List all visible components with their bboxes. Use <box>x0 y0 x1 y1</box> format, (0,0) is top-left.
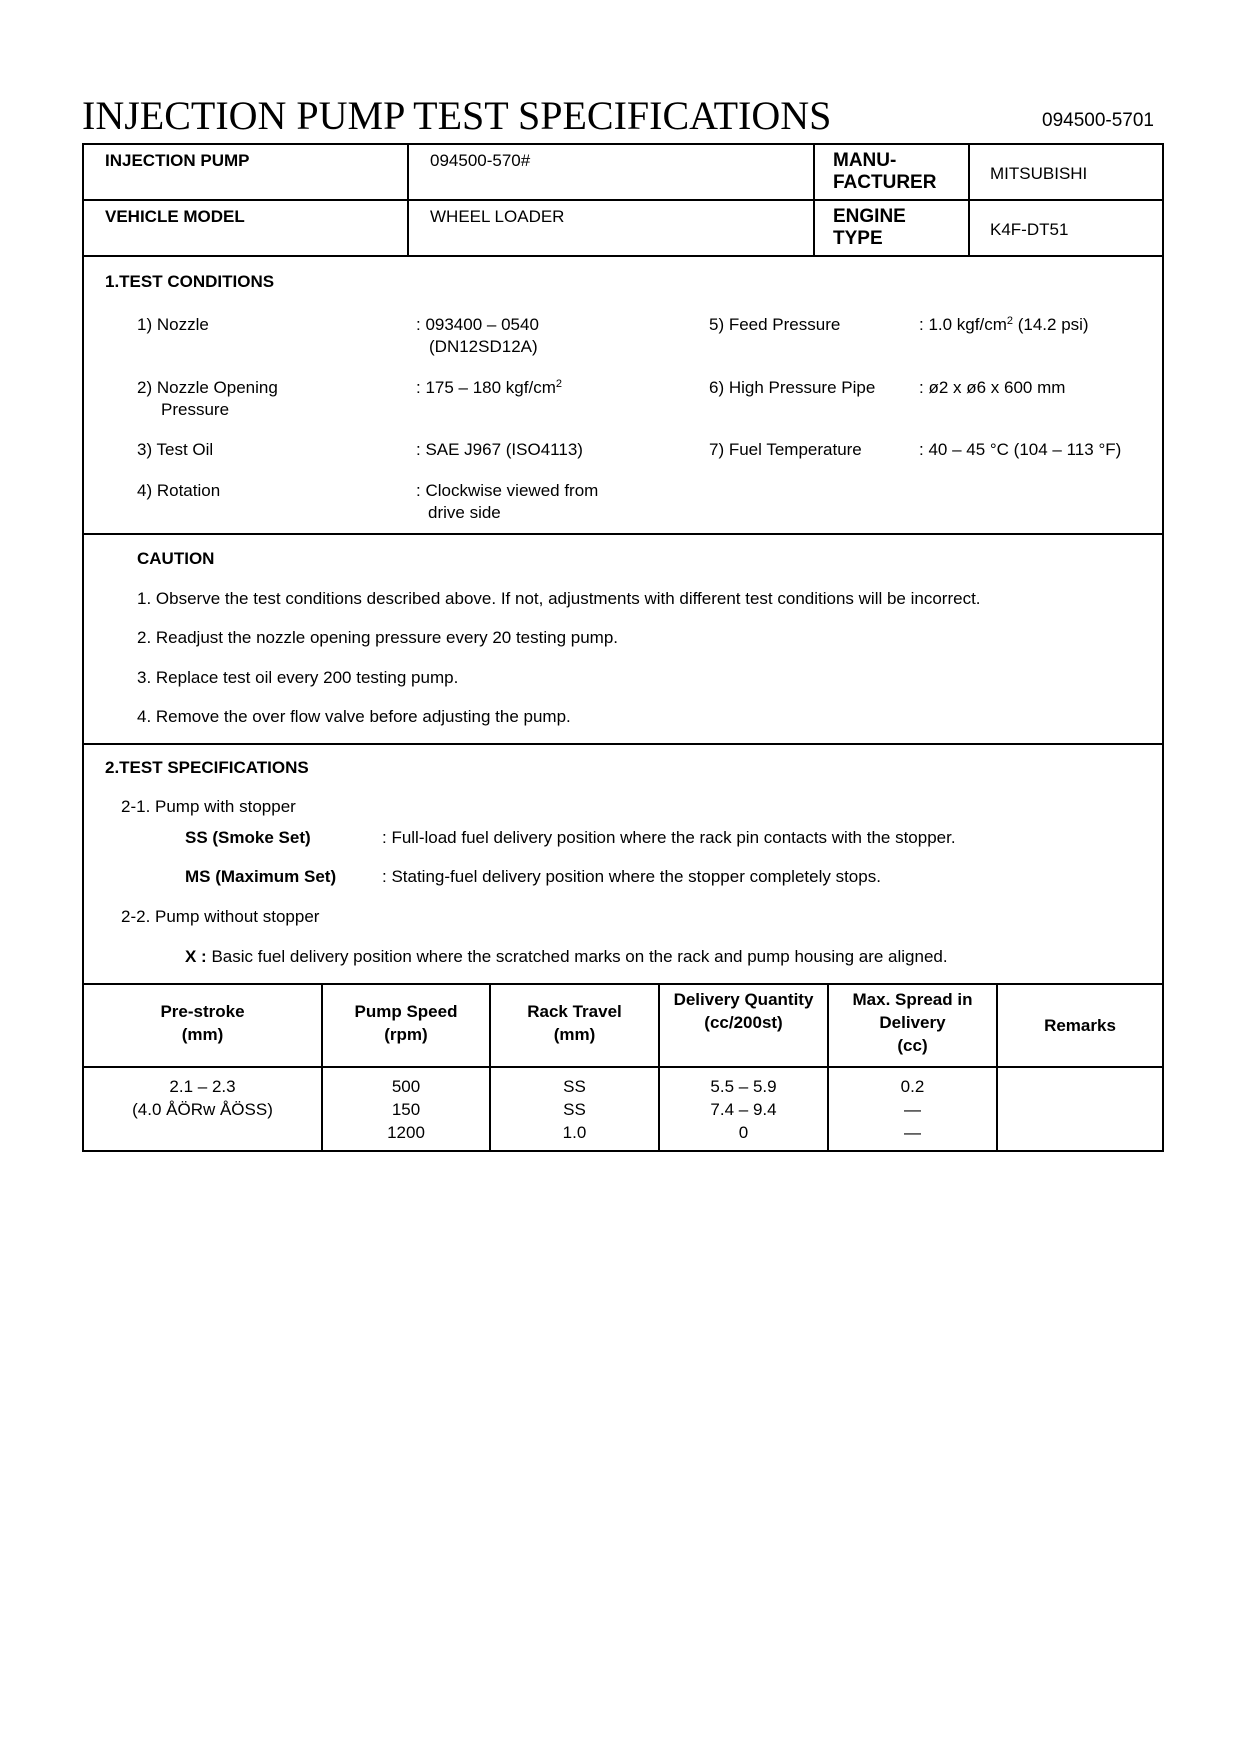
nozzle-label: 1) Nozzle <box>137 315 209 334</box>
smoke-set-description: : Full-load fuel delivery position where the rack pin contacts with the stopper. <box>382 828 956 847</box>
engine-type-label: ENGINE TYPE <box>833 206 906 249</box>
divider <box>407 143 409 256</box>
caution-item: 2. Readjust the nozzle opening pressure every 20 testing pump. <box>137 628 619 647</box>
x-position-description: X : Basic fuel delivery position where the scratched marks on the rack and pump housing are aligned. <box>185 947 948 966</box>
smoke-set-term: SS (Smoke Set) <box>185 828 311 847</box>
test-conditions-heading: 1.TEST CONDITIONS <box>105 272 275 291</box>
test-specifications-heading: 2.TEST SPECIFICATIONS <box>105 758 309 777</box>
max-spread-cell: 0.2 — — <box>900 1077 925 1142</box>
manufacturer-value: MITSUBISHI <box>990 164 1088 183</box>
fuel-temperature-value: : 40 – 45 °C (104 – 113 °F) <box>919 440 1122 459</box>
maximum-set-description: : Stating-fuel delivery position where the stopper completely stops. <box>382 867 881 886</box>
manufacturer-label: MANU- FACTURER <box>833 150 937 193</box>
document-number: 094500-5701 <box>1042 110 1154 131</box>
pre-stroke-cell: 2.1 – 2.3 (4.0 ÅÖRw ÅÖSS) <box>132 1077 273 1119</box>
rotation-label: 4) Rotation <box>137 481 221 500</box>
column-header-max-spread: Max. Spread in Delivery (cc) <box>852 990 973 1055</box>
caution-item: 4. Remove the over flow valve before adjusting the pump. <box>137 707 571 726</box>
feed-pressure-value: : 1.0 kgf/$cm^2$ (14.2 psi) <box>919 315 1089 334</box>
column-header-delivery-quantity: Delivery Quantity (cc/200st) <box>673 990 814 1032</box>
caution-item: 1. Observe the test conditions described above. If not, adjustments with different test conditions will be incorrect. <box>137 589 981 608</box>
high-pressure-pipe-label: 6) High Pressure Pipe <box>709 378 876 397</box>
pump-speed-cell: 500 150 1200 <box>387 1077 425 1142</box>
caution-item: 3. Replace test oil every 200 testing pump. <box>137 668 459 687</box>
divider <box>82 1066 1164 1068</box>
column-header-rack-travel: Rack Travel (mm) <box>527 1002 622 1044</box>
column-header-remarks: Remarks <box>1044 1016 1116 1035</box>
test-oil-value: : SAE J967 (ISO4113) <box>416 440 583 459</box>
divider <box>82 255 1164 257</box>
document-title: INJECTION PUMP TEST SPECIFICATIONS <box>82 93 832 138</box>
feed-pressure-label: 5) Feed Pressure <box>709 315 841 334</box>
rotation-value: : Clockwise viewed from drive side <box>416 481 599 522</box>
divider <box>82 743 1164 745</box>
high-pressure-pipe-value: : ø2 x ø6 x 600 mm <box>919 378 1066 397</box>
vehicle-model-value: WHEEL LOADER <box>430 207 565 226</box>
nozzle-opening-label: 2) Nozzle Opening Pressure <box>137 378 278 419</box>
maximum-set-term: MS (Maximum Set) <box>185 867 337 886</box>
fuel-temperature-label: 7) Fuel Temperature <box>709 440 862 459</box>
divider <box>82 199 1164 201</box>
column-header-pump-speed: Pump Speed (rpm) <box>354 1002 458 1044</box>
engine-type-value: K4F-DT51 <box>990 220 1069 239</box>
divider <box>968 143 970 256</box>
divider <box>996 983 998 1152</box>
test-oil-label: 3) Test Oil <box>137 440 214 459</box>
pump-with-stopper: 2-1. Pump with stopper <box>121 797 296 816</box>
divider <box>813 143 815 256</box>
rack-travel-cell: SS SS 1.0 <box>562 1077 587 1142</box>
column-header-pre-stroke: Pre-stroke (mm) <box>160 1002 245 1044</box>
caution-heading: CAUTION <box>137 549 215 568</box>
vehicle-model-label: VEHICLE MODEL <box>105 207 245 226</box>
injection-pump-label: INJECTION PUMP <box>105 151 250 170</box>
pump-without-stopper: 2-2. Pump without stopper <box>121 907 320 926</box>
delivery-quantity-cell: 5.5 – 5.9 7.4 – 9.4 0 <box>710 1077 777 1142</box>
nozzle-value: : 093400 – 0540 (DN12SD12A) <box>416 315 539 356</box>
divider <box>82 983 1164 985</box>
nozzle-opening-value: : 175 – 180 kgf/$cm^2$ <box>416 378 562 397</box>
injection-pump-value: 094500-570# <box>430 151 531 170</box>
divider <box>82 533 1164 535</box>
